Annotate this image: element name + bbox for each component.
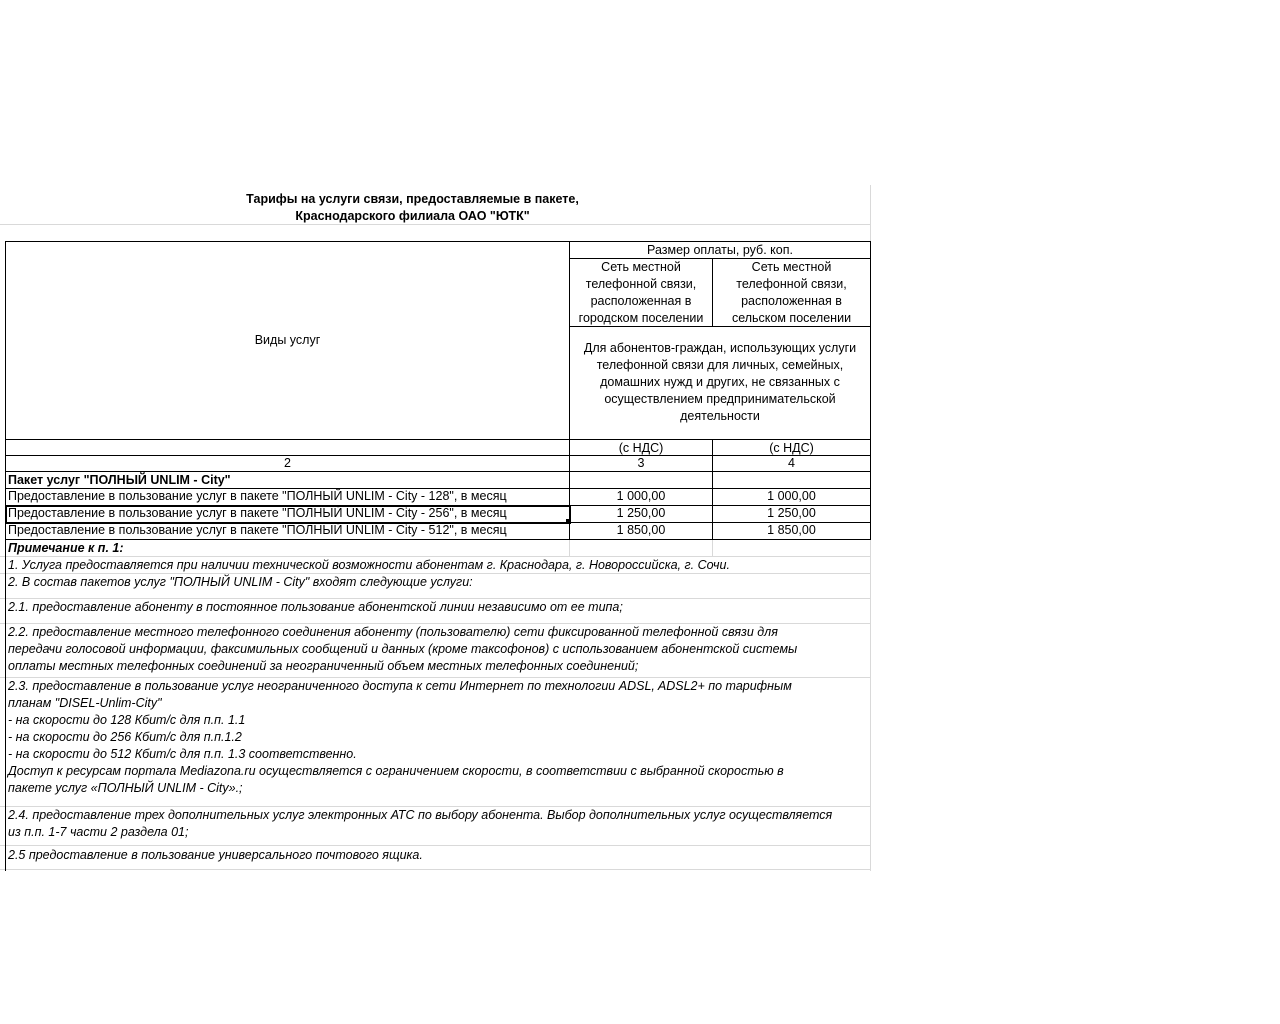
table-row-name[interactable]: Предоставление в пользование услуг в пакете "ПОЛНЫЙ UNLIM - City - 512", в месяц [8,523,507,537]
table-border [870,241,871,540]
subscribers-note: Для абонентов-граждан, использующих услуги телефонной связи для личных, семейных, домашних нужд и других, не связанных с осуществлением предпринимательской деятельности [583,341,857,423]
package-title: Пакет услуг "ПОЛНЫЙ UNLIM - City" [8,473,231,487]
table-row-name[interactable]: Предоставление в пользование услуг в пакете "ПОЛНЫЙ UNLIM - City - 256", в месяц [8,506,507,520]
table-row-rural-price[interactable]: 1 000,00 [767,489,816,503]
note-2-1: 2.1. предоставление абоненту в постоянное пользование абонентской линии независимо от ее типа; [8,600,623,614]
document-title-line2: Краснодарского филиала ОАО "ЮТК" [295,209,530,223]
note-1: 1. Услуга предоставляется при наличии технической возможности абонентам г. Краснодара, г. Новороссийска, г. Сочи. [8,558,730,572]
gridline [712,540,713,556]
note-2-3: 2.3. предоставление в пользование услуг неограниченного доступа к сети Интернет по технологии ADSL, ADSL2+ по тарифным планам "DISEL-Unlim-City" - на скорости до 128 Кбит/с для п.п. 1.1 - на скорости до 256 Кбит/с для п.п.1.2 - на скорости до 512 Кбит/с для п.п. 1.3 соответственно. Доступ к ресурсам портала Mediazona.ru осуществляется с ограничением скорости, в соответствии с выбранной скоростью в пакете услуг «ПОЛНЫЙ UNLIM - City».; [8,679,792,795]
table-row-name[interactable]: Предоставление в пользование услуг в пакете "ПОЛНЫЙ UNLIM - City - 128", в месяц [8,489,507,503]
city-network-header: Сеть местной телефонной связи, расположенная в городском поселении [578,260,704,325]
table-row-rural-price[interactable]: 1 850,00 [767,523,816,537]
table-row-city-price[interactable]: 1 850,00 [616,523,666,537]
note-2-5: 2.5 предоставление в пользование универсального почтового ящика. [8,848,423,862]
services-header: Виды услуг [254,333,321,347]
column-number-4: 4 [788,456,795,470]
fill-handle[interactable] [566,519,571,524]
note-2-4: 2.4. предоставление трех дополнительных услуг электронных АТС по выбору абонента. Выбор дополнительных услуг осуществляется из п.п. 1-7 части 2 раздела 01; [8,808,833,839]
selected-cell[interactable] [5,505,571,524]
gridline [0,869,871,870]
table-row-rural-price[interactable]: 1 250,00 [767,506,816,520]
gridline [0,845,871,846]
vat-city: (с НДС) [618,441,664,455]
vat-rural: (с НДС) [769,441,814,455]
column-number-2: 2 [284,456,291,470]
table-row-city-price[interactable]: 1 000,00 [616,489,666,503]
payment-header: Размер оплаты, руб. коп. [647,243,793,257]
notes-heading: Примечание к п. 1: [8,541,124,555]
note-2-2: 2.2. предоставление местного телефонного соединения абоненту (пользователю) сети фиксированной телефонной связи для передачи голосовой информации, факсимильных сообщений и данных (кроме таксофонов) с использованием абонентской системы оплаты местных телефонных соединений за неограниченный объем местных телефонных соединений; [8,625,798,673]
column-number-3: 3 [637,456,645,470]
rural-network-header: Сеть местной телефонной связи, расположенная в сельском поселении [731,260,852,325]
gridline [569,540,570,556]
table-row-city-price[interactable]: 1 250,00 [616,506,666,520]
note-2: 2. В состав пакетов услуг "ПОЛНЫЙ UNLIM - City" входят следующие услуги: [8,575,473,589]
document-title-line1: Тарифы на услуги связи, предоставляемые в пакете, [246,192,579,206]
table-border [5,539,871,540]
